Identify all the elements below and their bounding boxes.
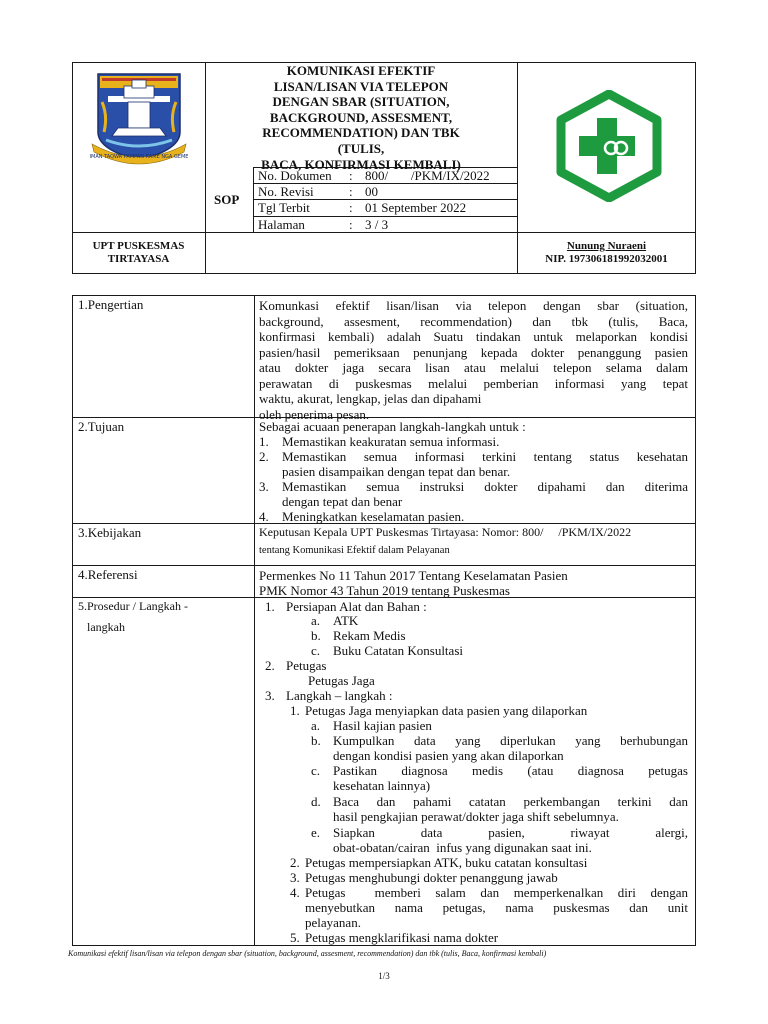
meta-value-doc: 800/ /PKM/IX/2022 <box>365 168 490 183</box>
list-number: a. <box>311 613 321 628</box>
section-label-prosedur: 5.Prosedur / Langkah - <box>78 599 188 613</box>
meta-sep: : <box>349 200 353 215</box>
meta-value-page: 3 / 3 <box>365 217 389 232</box>
meta-label-rev: No. Revisi <box>258 184 314 199</box>
list-number: 1. <box>259 434 269 449</box>
organization-name: UPT PUSKESMAS TIRTAYASA <box>92 240 185 265</box>
section-label-kebijakan: 3.Kebijakan <box>78 525 142 540</box>
substep-text: Petugas mengklarifikasi nama dokter <box>305 930 499 945</box>
step-subtext: Petugas Jaga <box>308 673 375 688</box>
meta-sep: : <box>349 168 353 183</box>
signer-nip: NIP. 197306181992032001 <box>545 253 668 265</box>
signer-block <box>518 240 695 266</box>
substep-number: 1. <box>290 703 300 718</box>
meta-label-doc: No. Dokumen <box>258 168 332 183</box>
list-item: hasil pengkajian perawat/dokter jaga shift sebelumnya. <box>333 809 619 824</box>
substep-text: menyebutkan nama petugas, nama puskesmas dan unit <box>305 900 688 915</box>
kebijakan-line: Keputusan Kepala UPT Puskesmas Tirtayasa: Nomor: 800/ /PKM/IX/2022 <box>259 525 632 539</box>
signer-name: Nunung Nuraeni <box>566 240 647 252</box>
list-number: c. <box>311 643 321 658</box>
step-text: Persiapan Alat dan Bahan : <box>286 599 427 614</box>
puskesmas-logo-icon <box>555 90 663 202</box>
list-item: Kumpulkan data yang diperlukan yang berhubungan <box>333 733 688 748</box>
pengertian-text: Komunkasi efektif lisan/lisan via telepon dengan sbar (situation, background, assesment, recommendation) dan tbk (tulis, Baca, konfirmasi kembali) adalah Suatu tindakan untuk melaporkan kondisi pasien/hasil pemeriksaan penunjang kepada dokter penanggung pasien atau dokter jaga secara lisan atau melalui telepon selama dalam perawatan di puskesmas melalui pemberian informasi yang tepat waktu, akurat, lengkap, jelas dan dipahami oleh penerima pesan. <box>259 298 688 422</box>
tujuan-intro: Sebagai acuaan penerapan langkah-langkah untuk : <box>259 419 526 434</box>
list-item: Rekam Medis <box>333 628 406 643</box>
list-number: b. <box>311 733 321 748</box>
step-text: Petugas <box>286 658 327 673</box>
substep-text: Petugas Jaga menyiapkan data pasien yang dilaporkan <box>305 703 588 718</box>
list-number: d. <box>311 794 321 809</box>
list-item: Pastikan diagnosa medis (atau diagnosa petugas <box>333 763 688 778</box>
list-number: 4. <box>259 509 269 524</box>
meta-sep: : <box>349 217 353 232</box>
list-item: obat-obatan/cairan infus yang digunakan saat ini. <box>333 840 592 855</box>
section-label-tujuan: 2.Tujuan <box>78 419 125 434</box>
list-number: e. <box>311 825 321 840</box>
substep-number: 3. <box>290 870 300 885</box>
list-item: Siapkan data pasien, riwayat alergi, <box>333 825 688 840</box>
substep-number: 5. <box>290 930 300 945</box>
list-number: 2. <box>259 449 269 464</box>
substep-text: Petugas memberi salam dan memperkenalkan diri dengan <box>305 885 688 900</box>
substep-text: Petugas mempersiapkan ATK, buku catatan konsultasi <box>305 855 588 870</box>
list-item: dengan kondisi pasien yang akan dilaporkan <box>333 748 564 763</box>
page-number: 1/3 <box>378 971 390 981</box>
referensi-list: Permenkes No 11 Tahun 2017 Tentang Keselamatan Pasien PMK Nomor 43 Tahun 2019 tentang Puskesmas <box>259 568 568 598</box>
step-number: 1. <box>265 599 275 614</box>
list-item: Buku Catatan Konsultasi <box>333 643 463 658</box>
footer-note: Komunikasi efektif lisan/lisan via telepon dengan sbar (situation, background, assesment, recommendation) dan tbk (tulis, Baca, konfirmasi kembali) <box>68 949 547 958</box>
list-number: c. <box>311 763 321 778</box>
list-item: Hasil kajian pasien <box>333 718 432 733</box>
substep-number: 2. <box>290 855 300 870</box>
banten-emblem-icon <box>88 66 190 166</box>
list-item: Memastikan semua instruksi dokter dipahami dan diterima <box>282 479 688 494</box>
list-item: ATK <box>333 613 359 628</box>
section-label-prosedur-cont: langkah <box>87 620 125 634</box>
list-item: Baca dan pahami catatan perkembangan terkini dan <box>333 794 688 809</box>
substep-text: Petugas menghubungi dokter penanggung jawab <box>305 870 558 885</box>
step-number: 2. <box>265 658 275 673</box>
list-item: kesehatan lainnya) <box>333 778 431 793</box>
list-item: Memastikan keakuratan semua informasi. <box>282 434 500 449</box>
section-label-referensi: 4.Referensi <box>78 567 138 582</box>
meta-value-rev: 00 <box>365 184 378 199</box>
substep-number: 4. <box>290 885 300 900</box>
list-item: Meningkatkan keselamatan pasien. <box>282 509 465 524</box>
meta-value-date: 01 September 2022 <box>365 200 467 215</box>
meta-label-date: Tgl Terbit <box>258 200 310 215</box>
meta-sep: : <box>349 184 353 199</box>
list-number: a. <box>311 718 321 733</box>
document-title: KOMUNIKASI EFEKTIF LISAN/LISAN VIA TELEPON DENGAN SBAR (SITUATION, BACKGROUND, ASSESMENT, RECOMMENDATION) DAN TBK (TULIS, BACA, KONFIRMASI KEMBALI) <box>261 63 461 172</box>
list-item: pasien disampaikan dengan tepat dan benar. <box>282 464 511 479</box>
kebijakan-line: tentang Komunikasi Efektif dalam Pelayanan <box>259 545 450 556</box>
meta-label-page: Halaman <box>258 217 305 232</box>
section-label-pengertian: 1.Pengertian <box>78 297 144 312</box>
list-item: dengan tepat dan benar <box>282 494 403 509</box>
step-number: 3. <box>265 688 275 703</box>
emblem-motto-text: IMAN TAQWA PAMPAN RAME NGA GEME <box>89 154 189 160</box>
list-item: Memastikan semua informasi terkini tentang status kesehatan <box>282 449 688 464</box>
step-text: Langkah – langkah : <box>286 688 393 703</box>
list-number: b. <box>311 628 321 643</box>
substep-text: pelayanan. <box>305 915 361 930</box>
list-number: 3. <box>259 479 269 494</box>
sop-label: SOP <box>214 192 240 207</box>
